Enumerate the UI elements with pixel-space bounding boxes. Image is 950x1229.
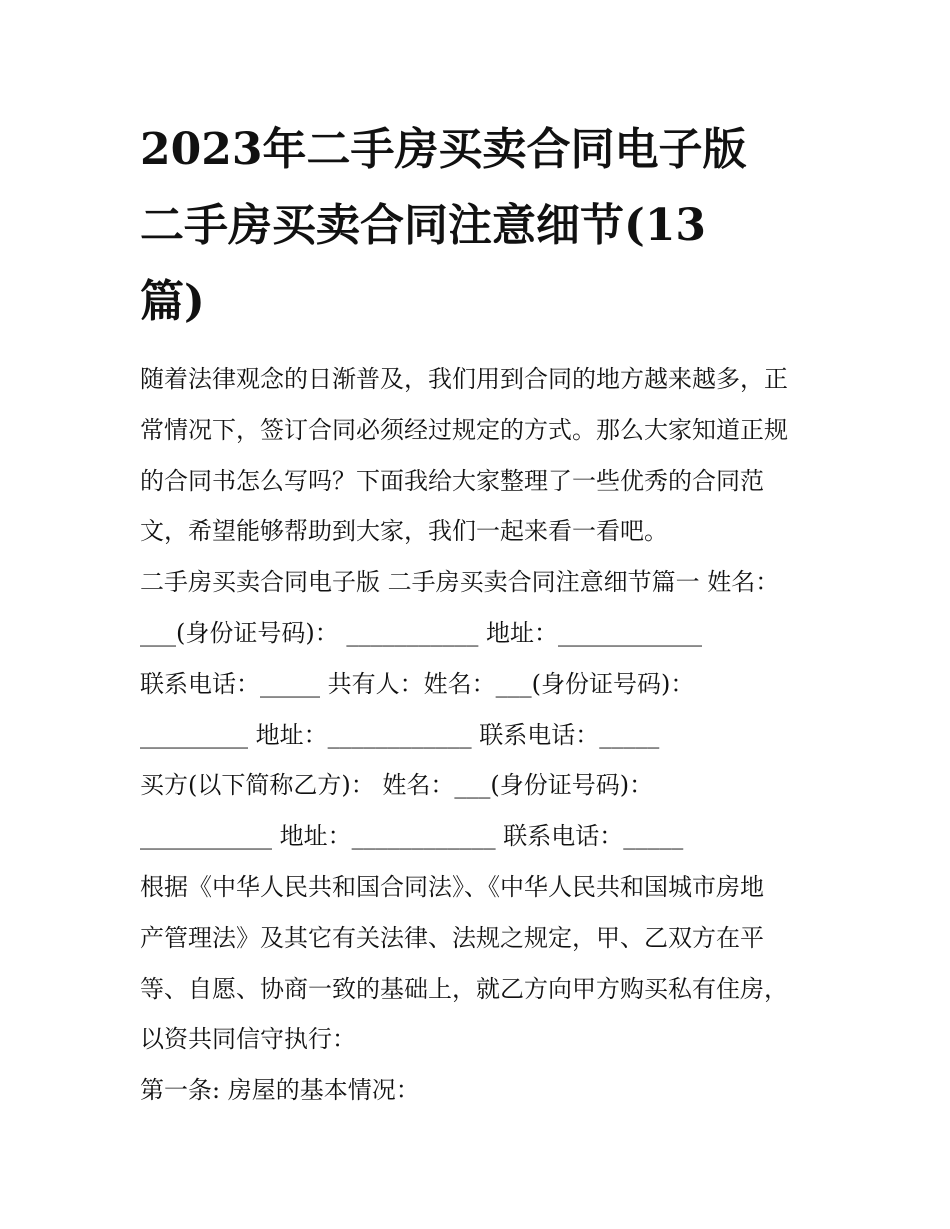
title-line: 篇) [140,276,205,327]
document-body [140,354,820,1116]
body-line: ___________ 地址：____________ 联系电话：_____ [140,822,684,851]
title-line: 2023年二手房买卖合同电子版 [140,124,747,175]
body-line: 产管理法》及其它有关法律、法规之规定，甲、乙双方在平 [140,923,764,952]
body-line: 常情况下，签订合同必须经过规定的方式。那么大家知道正规 [140,415,788,444]
body-line: 买方(以下简称乙方)： 姓名：___(身份证号码)： [140,771,654,800]
body-line: ___(身份证号码)： ___________ 地址：____________ [140,618,702,647]
body-line: 随着法律观念的日渐普及，我们用到合同的地方越来越多，正 [140,365,788,393]
title-line: 二手房买卖合同注意细节(13 [140,200,707,251]
body-line: 等、自愿、协商一致的基础上，就乙方向甲方购买私有住房， [140,974,788,1003]
body-line: 联系电话：_____ 共有人：姓名：___(身份证号码)： [140,669,695,698]
body-line: 根据《中华人民共和国合同法》、《中华人民共和国城市房地 [140,872,764,901]
body-line: 文，希望能够帮助到大家，我们一起来看一看吧。 [140,517,668,546]
body-line: _________ 地址：____________ 联系电话：_____ [140,720,660,749]
body-line: 的合同书怎么写吗？下面我给大家整理了一些优秀的合同范 [140,466,764,495]
body-line: 第一条: 房屋的基本情况： [140,1076,420,1105]
document-title [140,112,820,340]
body-line: 以资共同信守执行： [140,1025,356,1054]
body-line: 二手房买卖合同电子版 二手房买卖合同注意细节篇一 姓名： [140,568,780,597]
